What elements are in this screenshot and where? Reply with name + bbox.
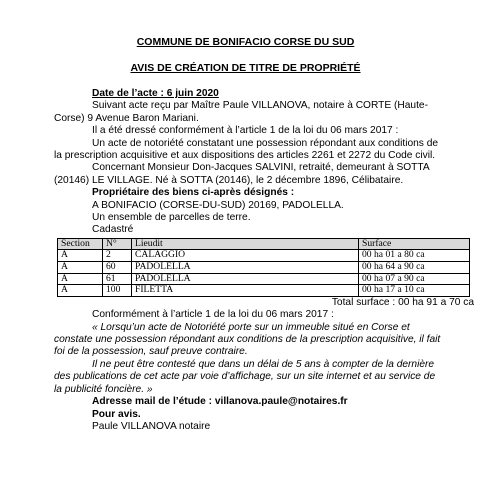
quote2-line-1: Il ne peut être contesté que dans un délai de 5 ans à compter de la dernière: [92, 358, 435, 370]
cadastre-label: Cadastré: [92, 224, 134, 236]
date-acte: Date de l’acte : 6 juin 2020: [92, 88, 219, 99]
cadastre-table: [57, 238, 470, 297]
table-header-row: [58, 238, 470, 250]
conforme-line: Conformément à l’article 1 de la loi du 06 mars 2017 :: [92, 309, 334, 321]
cell-surface: 00 ha 64 a 90 ca: [359, 262, 470, 274]
cell-section: A: [58, 262, 103, 274]
concernant-line-1: Concernant Monsieur Don-Jacques SALVINI, retraité, demeurant à SOTTA: [92, 162, 430, 174]
concernant-line-2: (20146) LE VILLAGE. Né à SOTTA (20146), le 2 décembre 1896, Célibataire.: [54, 174, 404, 186]
cell-section: A: [58, 285, 103, 297]
ensemble-line: Un ensemble de parcelles de terre.: [92, 212, 251, 224]
cell-surface: 00 ha 01 a 80 ca: [359, 250, 470, 262]
commune-heading: COMMUNE DE BONIFACIO CORSE DU SUD: [136, 36, 355, 48]
notoriete-line-1: Un acte de notoriété constatant une possession répondant aux conditions de: [92, 137, 439, 149]
intro-line-1: Suivant acte reçu par Maître Paule VILLANOVA, notaire à CORTE (Haute-: [92, 100, 428, 112]
cell-lieudit: FILETTA: [132, 285, 359, 297]
cell-lieudit: PADOLELLA: [132, 262, 359, 274]
quote2-line-2: des publications de cet acte par voie d’affichage, sur un site internet et au service de: [54, 371, 436, 383]
quote2-line-3: la publicité foncière. »: [54, 383, 153, 395]
quote1-line-2: constate une possession répondant aux conditions de la prescription acquisitive, il fait: [54, 334, 441, 346]
cell-lieudit: PADOLELLA: [132, 273, 359, 285]
cell-surface: 00 ha 07 a 90 ca: [359, 273, 470, 285]
proprietaire-label: Propriétaire des biens ci-après désignés :: [92, 187, 295, 199]
intro-line-2: Corse) 9 Avenue Baron Mariani.: [54, 112, 199, 124]
table-row: [58, 262, 470, 274]
notoriete-line-2: la prescription acquisitive et aux dispositions des articles 2261 et 2272 du Code civil.: [54, 150, 436, 162]
table-row: [58, 250, 470, 262]
cell-numero: 100: [103, 285, 132, 297]
total-surface: Total surface : 00 ha 91 a 70 ca: [331, 296, 474, 308]
email-line: Adresse mail de l’étude : villanova.paule@notaires.fr: [92, 396, 348, 408]
table-row: [58, 273, 470, 285]
cell-section: A: [58, 250, 103, 262]
cell-numero: 60: [103, 262, 132, 274]
signature: Paule VILLANOVA notaire: [92, 420, 211, 432]
header-numero: N°: [103, 238, 132, 250]
dresse-line: Il a été dressé conformément à l’article 1 de la loi du 06 mars 2017 :: [92, 125, 399, 137]
cell-lieudit: CALAGGIO: [132, 250, 359, 262]
pour-avis: Pour avis.: [92, 408, 141, 420]
adresse-bien: A BONIFACIO (CORSE-DU-SUD) 20169, PADOLELLA.: [92, 199, 344, 211]
document-body: [54, 88, 474, 433]
quote1-line-1: « Lorsqu’un acte de Notoriété porte sur un immeuble situé en Corse et: [92, 321, 410, 333]
quote1-line-3: foi de la possession, sauf preuve contraire.: [54, 346, 248, 358]
cell-surface: 00 ha 17 a 10 ca: [359, 285, 470, 297]
avis-heading: AVIS DE CRÉATION DE TITRE DE PROPRIÉTÉ: [130, 62, 361, 74]
cell-numero: 61: [103, 273, 132, 285]
header-section: Section: [58, 238, 103, 250]
header-surface: Surface: [359, 238, 470, 250]
cell-section: A: [58, 273, 103, 285]
cell-numero: 2: [103, 250, 132, 262]
table-row: [58, 285, 470, 297]
header-lieudit: Lieudit: [132, 238, 359, 250]
